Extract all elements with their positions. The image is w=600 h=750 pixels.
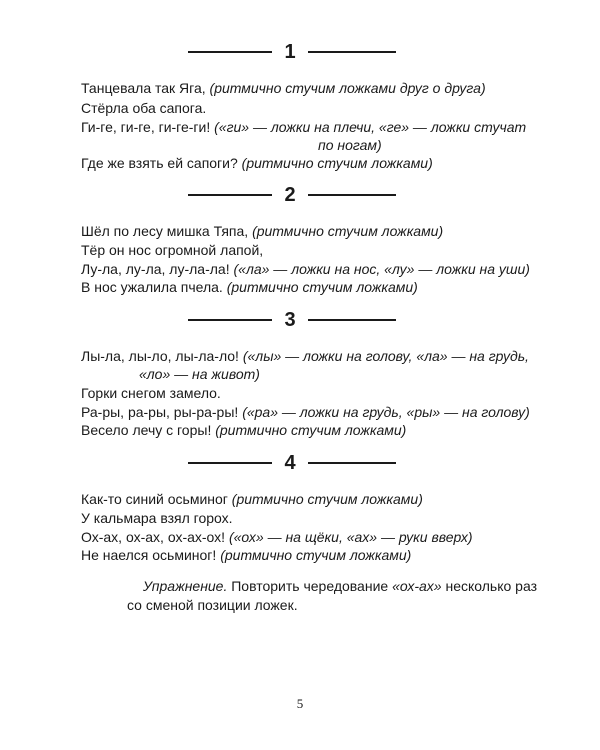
section-heading-4	[0, 451, 600, 475]
heading-rule-left	[188, 194, 272, 196]
verse-line-continuation: «ло» — на живот)	[139, 366, 260, 382]
verse-line-continuation: по ногам)	[318, 137, 382, 153]
verse-line: Лу-ла, лу-ла, лу-ла-ла! («ла» — ложки на нос, «лу» — ложки на уши)	[81, 261, 530, 277]
heading-rule-right	[308, 194, 396, 196]
verse-line: Ох-ах, ох-ах, ох-ах-ох! («ох» — на щёки, «ах» — руки вверх)	[81, 529, 473, 545]
heading-rule-right	[308, 51, 396, 53]
section-number: 3	[284, 309, 296, 331]
heading-rule-left	[188, 319, 272, 321]
section-heading-1	[0, 40, 600, 64]
verse-line: Как-то синий осьминог (ритмично стучим ложками)	[81, 491, 423, 507]
verse-line: У кальмара взял горох.	[81, 510, 233, 526]
heading-rule-left	[188, 51, 272, 53]
exercise-line-2: со сменой позиции ложек.	[127, 597, 298, 613]
verse-line: Не наелся осьминог! (ритмично стучим ложками)	[81, 547, 412, 563]
page-number: 5	[296, 696, 304, 711]
verse-line: Лы-ла, лы-ло, лы-ла-ло! («лы» — ложки на голову, «ла» — на грудь,	[81, 348, 529, 364]
verse-line: Где же взять ей сапоги? (ритмично стучим ложками)	[81, 155, 433, 171]
verse-line: Тёр он нос огромной лапой,	[81, 242, 264, 258]
verse-line: Весело лечу с горы! (ритмично стучим ложками)	[81, 422, 407, 438]
verse-line: Ги-ге, ги-ге, ги-ге-ги! («ги» — ложки на плечи, «ге» — ложки стучат	[81, 119, 527, 135]
verse-line: Горки снегом замело.	[81, 385, 221, 401]
section-number: 2	[284, 184, 296, 206]
exercise-highlight: «ох-ах»	[392, 578, 442, 594]
heading-rule-left	[188, 462, 272, 464]
heading-rule-right	[308, 462, 396, 464]
verse-line: Шёл по лесу мишка Тяпа, (ритмично стучим ложками)	[81, 223, 444, 239]
exercise-label: Упражнение.	[143, 578, 228, 594]
section-number: 4	[284, 452, 296, 474]
section-heading-2	[0, 183, 600, 207]
verse-line: Ра-ры, ра-ры, ры-ра-ры! («ра» — ложки на грудь, «ры» — на голову)	[81, 404, 530, 420]
verse-line: В нос ужалила пчела. (ритмично стучим ложками)	[81, 279, 418, 295]
section-heading-3	[0, 308, 600, 332]
verse-line: Танцевала так Яга, (ритмично стучим ложками друг о друга)	[81, 80, 486, 96]
exercise-line-1: Упражнение. Повторить чередование «ох-ах» несколько раз	[143, 578, 538, 594]
heading-rule-right	[308, 319, 396, 321]
section-number: 1	[284, 41, 296, 63]
verse-line: Стёрла оба сапога.	[81, 100, 207, 116]
